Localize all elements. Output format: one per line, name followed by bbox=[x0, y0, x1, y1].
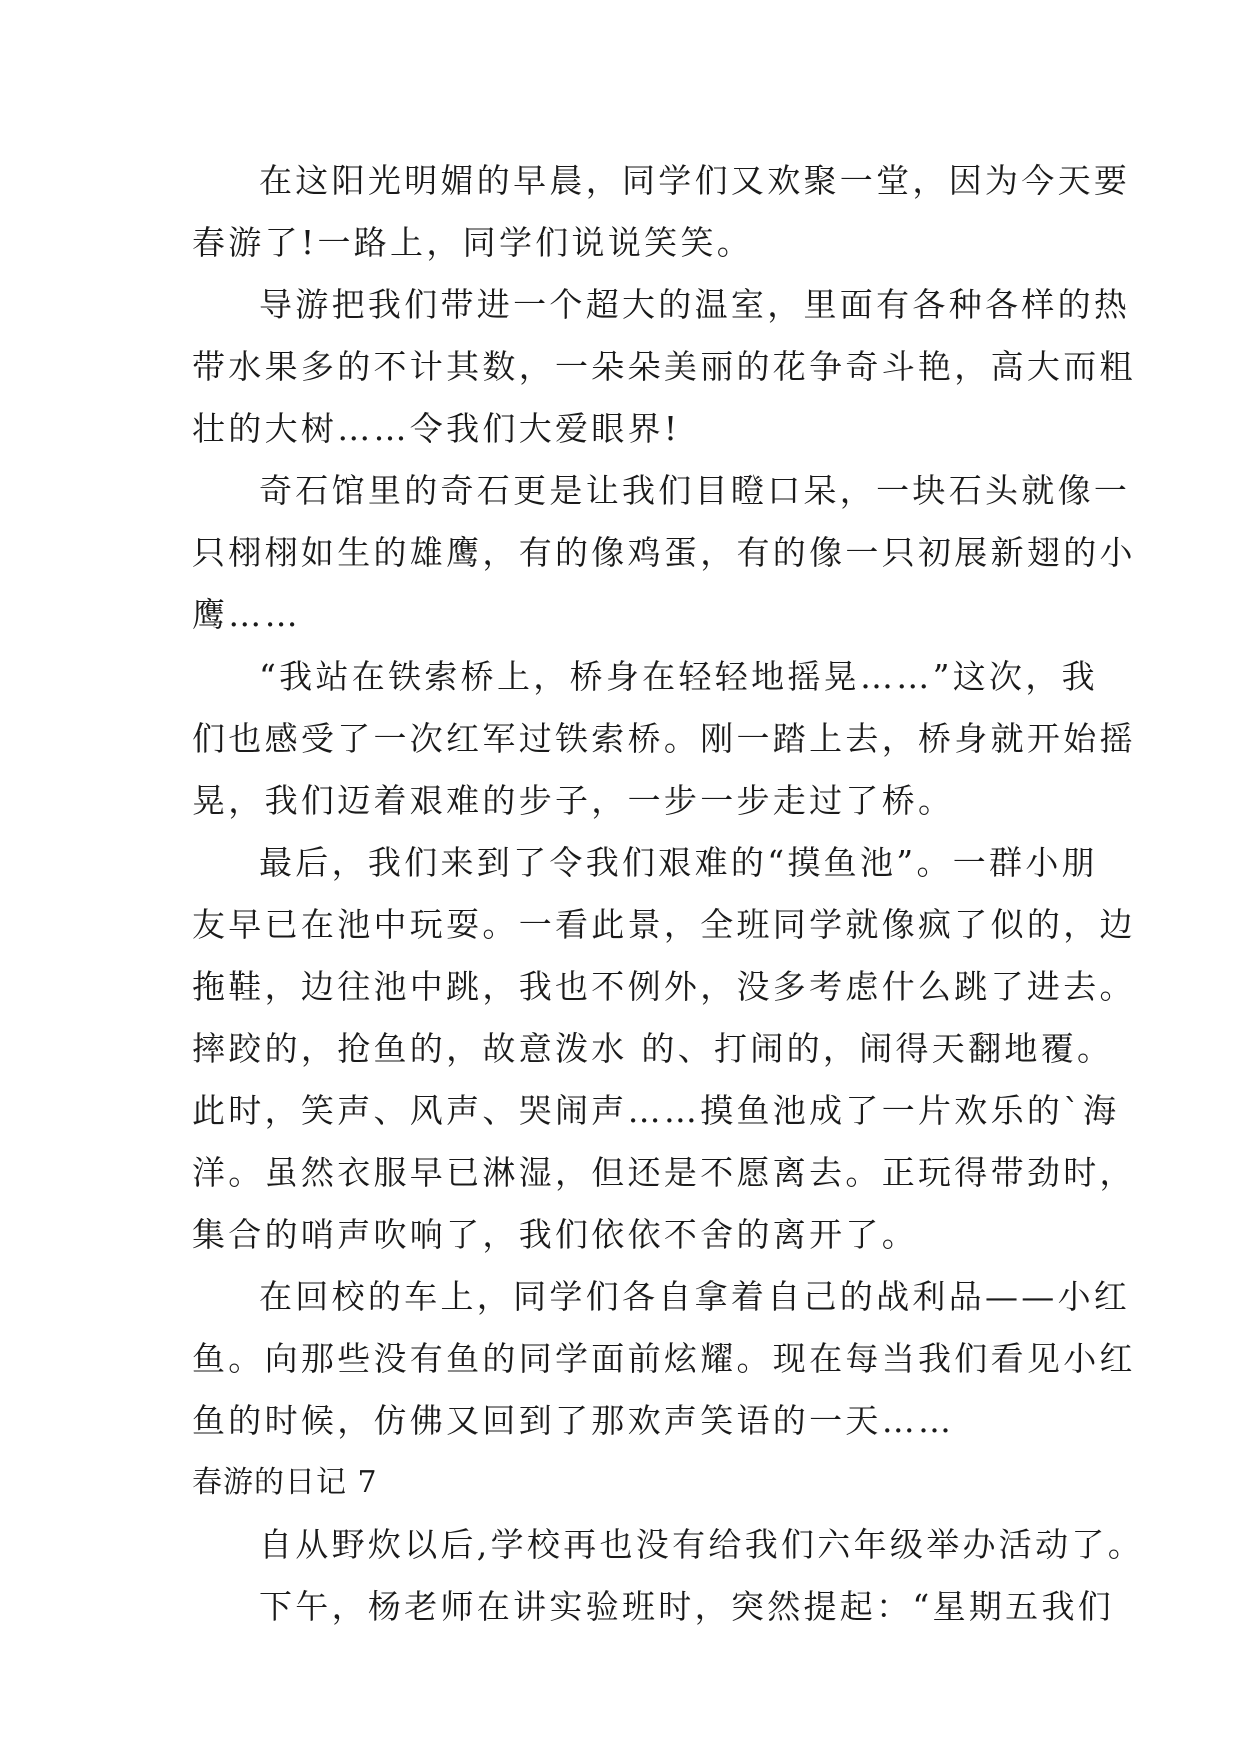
text-line: 带水果多的不计其数，一朵朵美丽的花争奇斗艳，高大而粗 bbox=[192, 347, 1136, 386]
text-line: 下午，杨老师在讲实验班时，突然提起：“星期五我们 bbox=[259, 1587, 1115, 1626]
text-line: 自从野炊以后,学校再也没有给我们六年级举办活动了。 bbox=[259, 1525, 1144, 1564]
text-line: “我站在铁索桥上，桥身在轻轻地摇晃……”这次，我 bbox=[259, 657, 1098, 696]
text-line: 在这阳光明媚的早晨，同学们又欢聚一堂，因为今天要 bbox=[259, 161, 1131, 200]
text-line: 鱼的时候，仿佛又回到了那欢声笑语的一天…… bbox=[192, 1401, 955, 1440]
text-line: 拖鞋，边往池中跳，我也不例外，没多考虑什么跳了进去。 bbox=[192, 967, 1136, 1006]
text-line: 鱼。向那些没有鱼的同学面前炫耀。现在每当我们看见小红 bbox=[192, 1339, 1136, 1378]
text-line: 摔跤的，抢鱼的，故意泼水 的、打闹的，闹得天翻地覆。 bbox=[192, 1029, 1114, 1068]
text-line: 春游了!一路上，同学们说说笑笑。 bbox=[192, 223, 754, 262]
text-line: 洋。虽然衣服早已淋湿，但还是不愿离去。正玩得带劲时， bbox=[192, 1153, 1136, 1192]
text-line: 导游把我们带进一个超大的温室，里面有各种各样的热 bbox=[259, 285, 1131, 324]
text-column bbox=[192, 150, 1144, 1638]
text-line: 们也感受了一次红军过铁索桥。刚一踏上去，桥身就开始摇 bbox=[192, 719, 1136, 758]
text-line: 壮的大树……令我们大爱眼界! bbox=[192, 409, 681, 448]
text-line: 集合的哨声吹响了，我们依依不舍的离开了。 bbox=[192, 1215, 918, 1254]
text-line: 此时，笑声、风声、哭闹声……摸鱼池成了一片欢乐的`海 bbox=[192, 1091, 1120, 1130]
text-line: 在回校的车上，同学们各自拿着自己的战利品——小红 bbox=[259, 1277, 1131, 1316]
text-line: 友早已在池中玩耍。一看此景，全班同学就像疯了似的，边 bbox=[192, 905, 1136, 944]
section-heading: 春游的日记 7 bbox=[192, 1465, 378, 1500]
text-line: 鹰…… bbox=[192, 595, 301, 634]
text-line: 奇石馆里的奇石更是让我们目瞪口呆，一块石头就像一 bbox=[259, 471, 1131, 510]
text-line: 晃，我们迈着艰难的步子，一步一步走过了桥。 bbox=[192, 781, 955, 820]
text-line: 只栩栩如生的雄鹰，有的像鸡蛋，有的像一只初展新翅的小 bbox=[192, 533, 1136, 572]
text-line: 最后，我们来到了令我们艰难的“摸鱼池”。一群小朋 bbox=[259, 843, 1098, 882]
